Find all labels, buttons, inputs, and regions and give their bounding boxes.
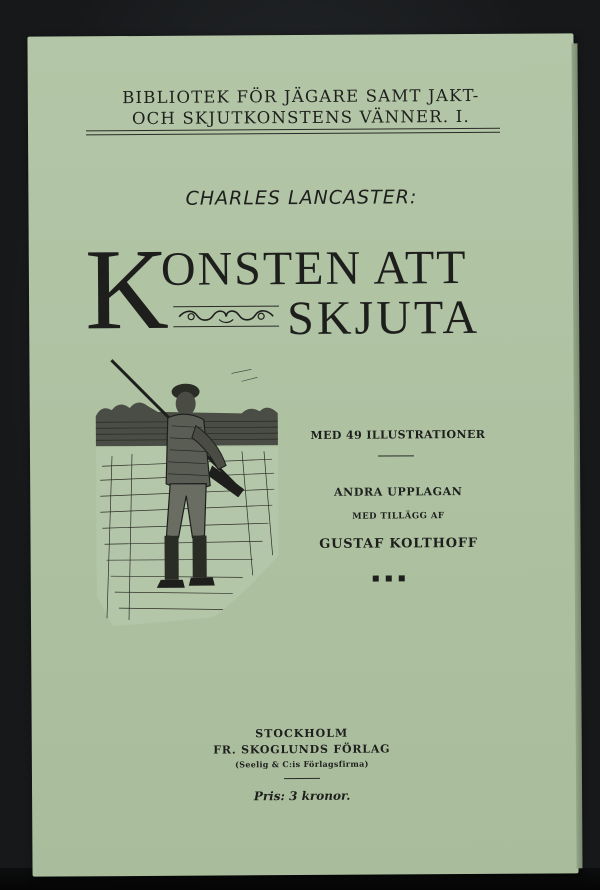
- additions-note: MED TILLÄGG AF: [352, 511, 445, 522]
- edition-note: ANDRA UPPLAGAN: [333, 485, 463, 499]
- author-name: CHARLES LANCASTER:: [185, 186, 418, 210]
- series-rule-bottom: [86, 132, 500, 136]
- publisher-firm: (Seelig & C:is Förlagsfirma): [235, 758, 369, 770]
- scroll-ornament-icon: [173, 303, 279, 330]
- publisher-name: FR. SKOGLUNDS FÖRLAG: [213, 742, 391, 757]
- editor-name: GUSTAF KOLTHOFF: [319, 535, 478, 552]
- series-title-line1: BIBLIOTEK FÖR JÄGARE SAMT JAKT-: [122, 85, 480, 108]
- price: Pris: 3 kronor.: [253, 788, 351, 804]
- publisher-divider: [284, 778, 320, 779]
- title-initial: K: [84, 225, 170, 355]
- title-line2: SKJUTA: [287, 290, 481, 346]
- hunter-illustration: [91, 355, 285, 628]
- series-title-line2: OCH SKJUTKONSTENS VÄNNER. I.: [131, 106, 471, 129]
- book-cover: [27, 33, 578, 876]
- title-line1: ONSTEN ATT: [160, 240, 468, 296]
- illustrations-note: MED 49 ILLUSTRATIONER: [310, 427, 486, 442]
- publisher-city: STOCKHOLM: [255, 726, 349, 741]
- divider: [378, 455, 414, 456]
- series-rule-top: [86, 128, 500, 132]
- three-square-dots-icon: [373, 566, 412, 585]
